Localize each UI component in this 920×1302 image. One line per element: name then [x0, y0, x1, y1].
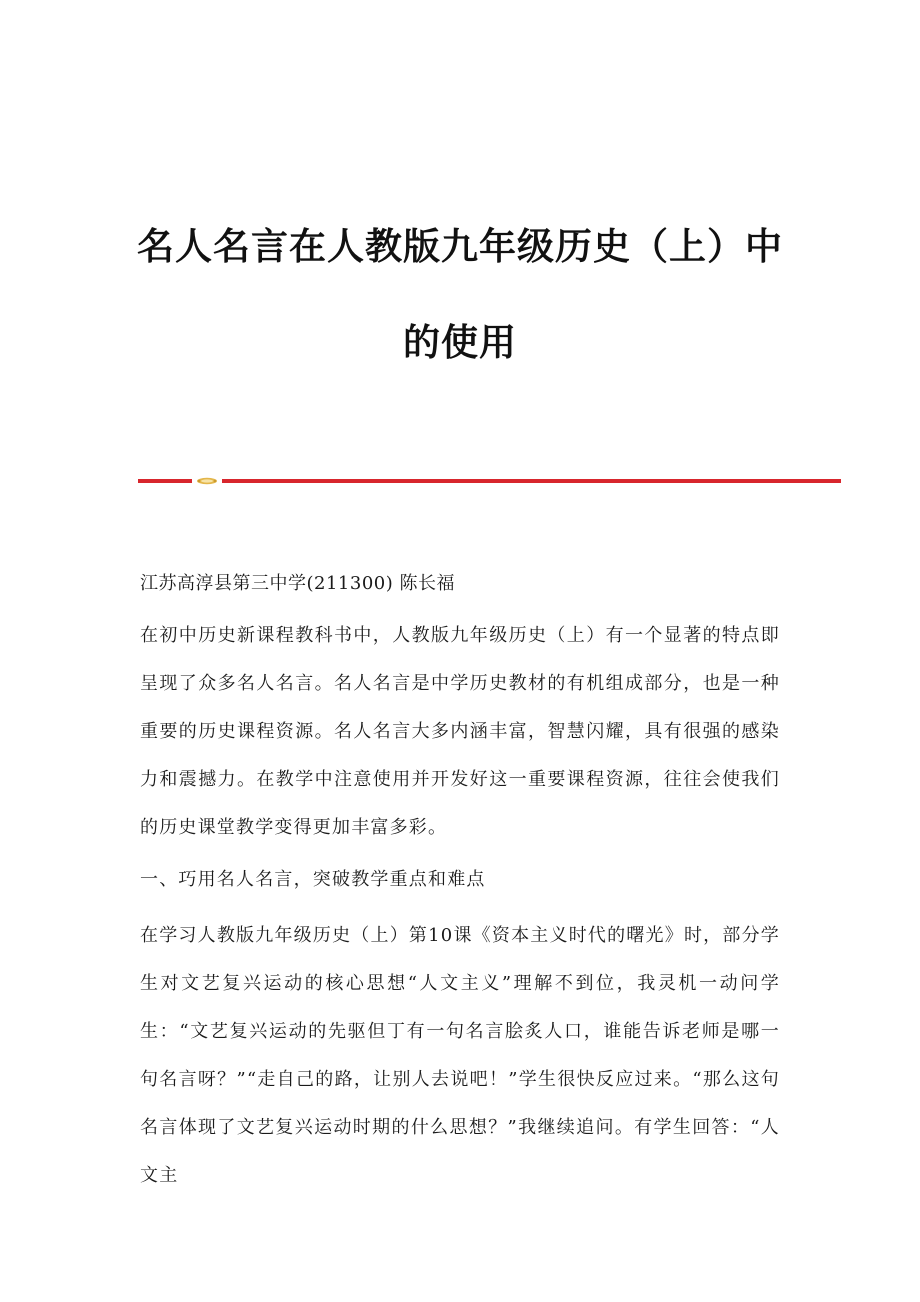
section-heading: 一、巧用名人名言，突破教学重点和难点: [140, 869, 486, 890]
divider-bar-left: [138, 479, 192, 483]
body-paragraph: 在学习人教版九年级历史（上）第10课《资本主义时代的曙光》时，部分学生对文艺复兴运动的核心思想“人文主义”理解不到位，我灵机一动问学生：“文艺复兴运动的先驱但丁有一句名言脍炙人口，谁能告诉老师是哪一句名言呀？”“走自己的路，让别人去说吧！”学生很快反应过来。“那么这句名言体现了文艺复兴运动时期的什么思想？”我继续追问。有学生回答：“人文主: [140, 925, 780, 1186]
document-title-line-2: 的使用: [403, 321, 517, 364]
author-line: 江苏高淳县第三中学(211300) 陈长福: [140, 573, 455, 594]
divider-bar-right: [222, 479, 841, 483]
document-title-line-1: 名人名言在人教版九年级历史（上）中: [137, 225, 783, 268]
body-paragraph: 在初中历史新课程教科书中，人教版九年级历史（上）有一个显著的特点即呈现了众多名人名言。名人名言是中学历史教材的有机组成部分，也是一种重要的历史课程资源。名人名言大多内涵丰富，智慧闪耀，具有很强的感染力和震撼力。在教学中注意使用并开发好这一重要课程资源，往往会使我们的历史课堂教学变得更加丰富多彩。: [140, 625, 780, 838]
title-divider: [138, 476, 841, 486]
divider-ornament-icon: [196, 476, 218, 486]
